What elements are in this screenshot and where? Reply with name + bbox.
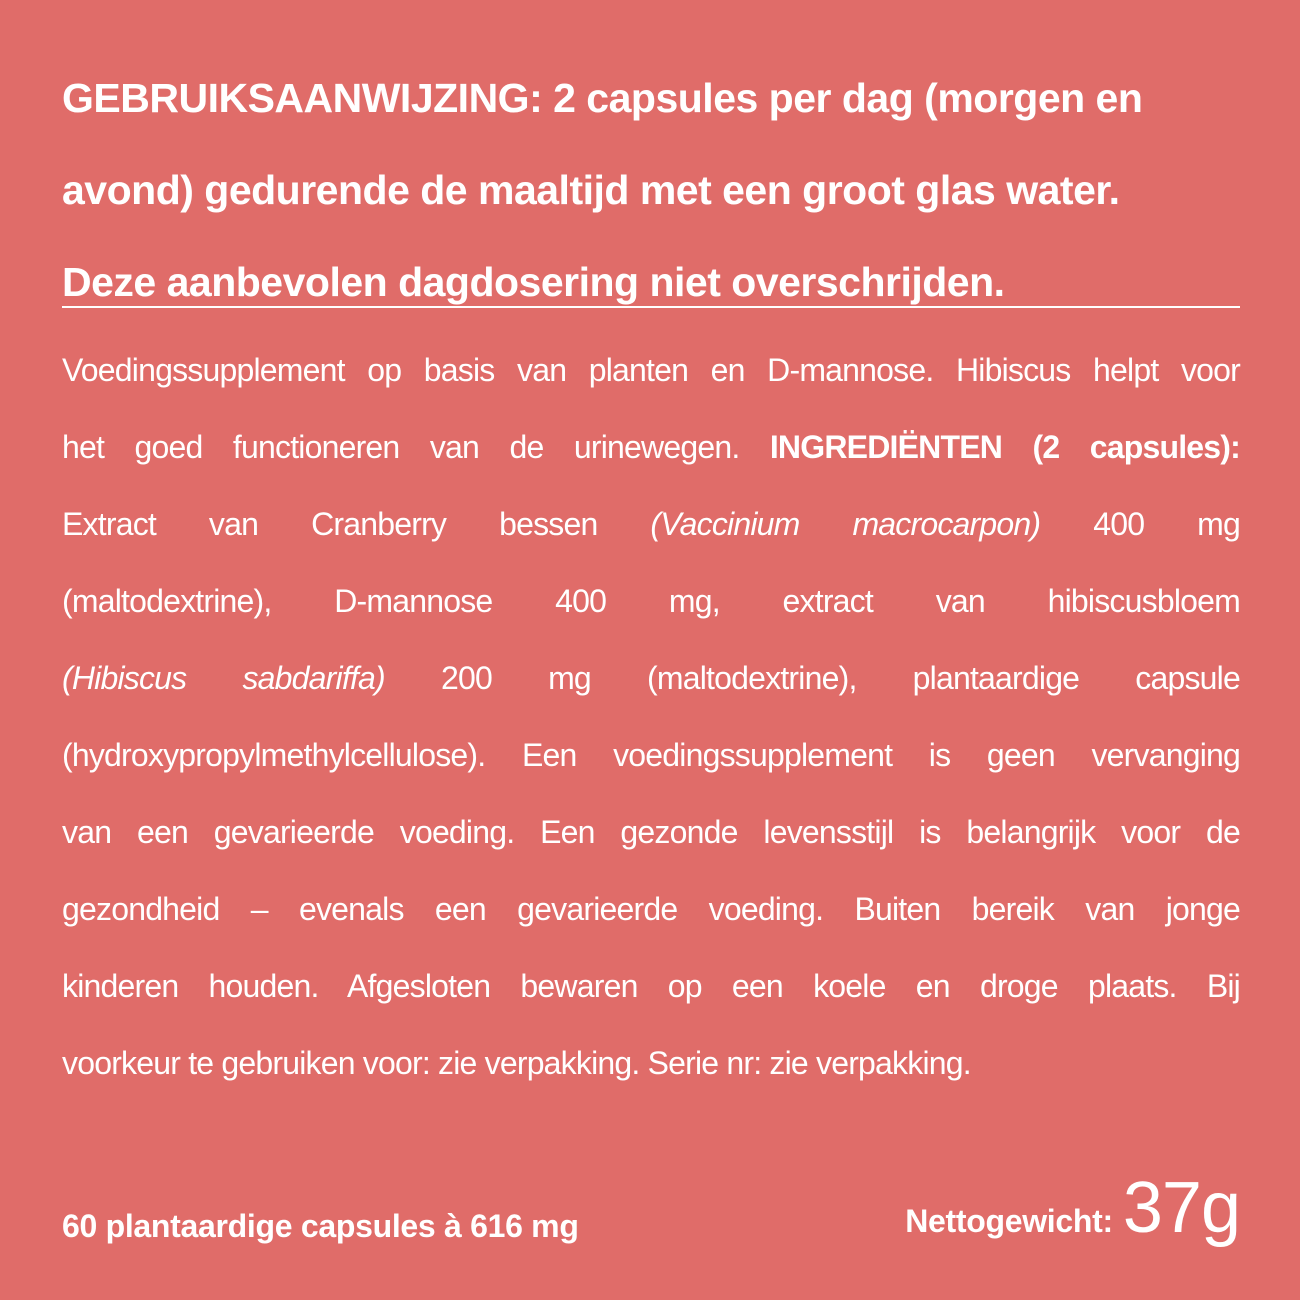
description-text: 400 mg xyxy=(1040,506,1241,542)
net-weight-value: 37g xyxy=(1122,1168,1240,1248)
description-text: (hydroxypropylmethylcellulose). Een voedingssupplement is geen vervanging xyxy=(62,737,1240,773)
description-line-9 xyxy=(62,948,1240,1025)
description-text: gezondheid – evenals een gevarieerde voeding. Buiten bereik van jonge xyxy=(62,891,1240,927)
description-line-1 xyxy=(62,332,1240,409)
net-weight xyxy=(905,1168,1240,1248)
description-text: Voedingssupplement op basis van planten en D-mannose. Hibiscus helpt voor xyxy=(62,352,1240,388)
description-text: voorkeur te gebruiken voor: zie verpakking. Serie nr: zie verpakking. xyxy=(62,1045,971,1081)
usage-line-3: Deze aanbevolen dagdosering niet overschrijden. xyxy=(62,259,1005,305)
ingredients-heading: INGREDIËNTEN (2 capsules): xyxy=(769,429,1241,465)
description-text: kinderen houden. Afgesloten bewaren op een koele en droge plaats. Bij xyxy=(62,968,1240,1004)
usage-line-1: GEBRUIKSAANWIJZING: 2 capsules per dag (morgen en xyxy=(62,75,1143,121)
description-text: van een gevarieerde voeding. Een gezonde levensstijl is belangrijk voor de xyxy=(62,814,1240,850)
latin-name: (Vaccinium macrocarpon) xyxy=(650,506,1041,542)
description-text: het goed functioneren van de urinewegen. xyxy=(62,429,770,465)
product-description xyxy=(62,332,1240,1102)
divider xyxy=(62,306,1240,308)
capsule-count: 60 plantaardige capsules à 616 mg xyxy=(62,1208,579,1244)
latin-name: (Hibiscus sabdariffa) xyxy=(62,660,385,696)
description-line-3 xyxy=(62,486,1240,563)
description-line-10 xyxy=(62,1025,1240,1102)
description-line-8 xyxy=(62,871,1240,948)
description-text: (maltodextrine), D-mannose 400 mg, extract van hibiscusbloem xyxy=(62,583,1240,619)
description-line-7 xyxy=(62,794,1240,871)
usage-line-2: avond) gedurende de maaltijd met een groot glas water. xyxy=(62,167,1120,213)
description-line-5 xyxy=(62,640,1240,717)
description-line-2 xyxy=(62,409,1240,486)
description-line-6 xyxy=(62,717,1240,794)
net-weight-label: Nettogewicht: xyxy=(905,1203,1113,1239)
description-text: Extract van Cranberry bessen xyxy=(62,506,651,542)
description-text: 200 mg (maltodextrine), plantaardige capsule xyxy=(384,660,1240,696)
usage-instructions xyxy=(62,52,1242,328)
description-line-4 xyxy=(62,563,1240,640)
